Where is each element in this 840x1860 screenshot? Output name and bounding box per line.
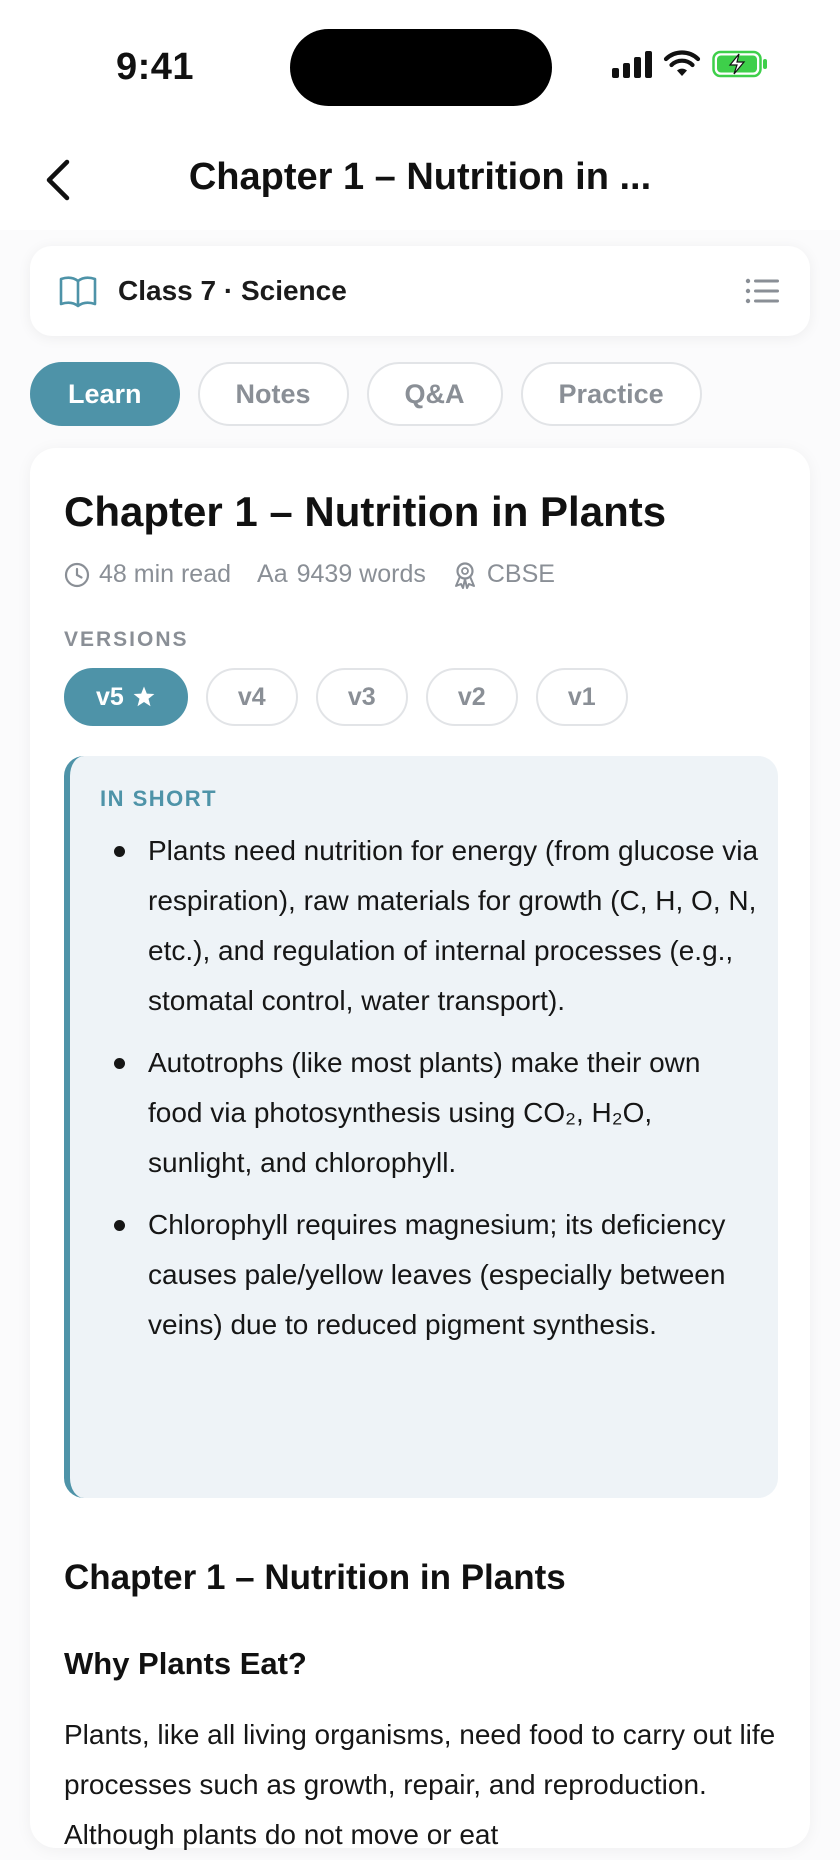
bullet-icon: [114, 846, 125, 857]
content-paragraph: Plants, like all living organisms, need food to carry out life processes such as growth, repair, and reproduction. Although plants do not move or eat: [64, 1719, 776, 1850]
version-chip-v4[interactable]: v4: [206, 668, 298, 726]
content-subheading: Why Plants Eat?: [64, 1646, 307, 1681]
content-heading: Chapter 1 – Nutrition in Plants: [64, 1558, 566, 1597]
award-icon: [452, 561, 478, 589]
clock-icon: [64, 562, 90, 588]
summary-point-text: Autotrophs (like most plants) make their own food via photosynthesis using CO₂, H₂O, sunlight, and chlorophyll.: [148, 1047, 701, 1178]
cellular-signal-icon: [612, 50, 652, 78]
table-of-contents-button[interactable]: [742, 271, 782, 311]
summary-point-text: Plants need nutrition for energy (from glucose via respiration), raw materials for growth (C, H, O, N, etc.), and regulation of internal processes (e.g., stomatal control, water transport).: [148, 835, 759, 1016]
nav-header: [0, 130, 840, 230]
versions-label: VERSIONS: [64, 628, 189, 651]
battery-charging-icon: [712, 50, 768, 78]
board: [452, 560, 555, 589]
dynamic-island: [290, 29, 552, 106]
summary-list: [100, 826, 760, 1362]
tab-learn[interactable]: Learn: [30, 362, 180, 426]
text-size-icon: Aa: [257, 560, 288, 588]
read-time-label: 48 min read: [99, 560, 232, 588]
bullet-icon: [114, 1058, 125, 1069]
tab-practice[interactable]: Practice: [521, 362, 702, 426]
chapter-card: [30, 448, 810, 1848]
status-time: 9:41: [116, 46, 195, 88]
word-count: [257, 560, 426, 589]
summary-point-text: Chlorophyll requires magnesium; its deficiency causes pale/yellow leaves (especially between veins) due to reduced pigment synthesis.: [148, 1209, 726, 1340]
chapter-title: Chapter 1 – Nutrition in Plants: [64, 488, 667, 535]
list-icon: [745, 278, 779, 304]
tab-qa[interactable]: Q&A: [367, 362, 503, 426]
summary-point: [100, 1038, 760, 1188]
version-label: v5: [96, 682, 124, 711]
bullet-icon: [114, 1220, 125, 1231]
class-subject-card: [30, 246, 810, 336]
version-chip-v1[interactable]: v1: [536, 668, 628, 726]
word-count-label: 9439 words: [296, 560, 426, 588]
tab-notes[interactable]: Notes: [198, 362, 349, 426]
wifi-icon: [664, 50, 700, 78]
page-title: Chapter 1 – Nutrition in ...: [188, 156, 652, 198]
in-short-summary: [64, 756, 778, 1498]
version-chip-v3[interactable]: v3: [316, 668, 408, 726]
star-icon: [132, 685, 156, 709]
board-label: CBSE: [486, 560, 555, 588]
status-icons: [612, 50, 768, 78]
book-icon: [58, 271, 98, 311]
read-time: [64, 560, 231, 589]
summary-label: IN SHORT: [100, 786, 218, 811]
status-bar: [0, 0, 840, 130]
chevron-left-icon: [43, 158, 73, 202]
version-chip-v5[interactable]: [64, 668, 188, 726]
version-chip-v2[interactable]: v2: [426, 668, 518, 726]
chapter-meta: [64, 560, 555, 589]
section-tabs: [30, 362, 702, 426]
summary-point: [100, 826, 760, 1026]
back-button[interactable]: [30, 152, 86, 208]
summary-point: [100, 1200, 760, 1350]
version-selector: [64, 668, 628, 726]
class-subject-label: Class 7 · Science: [118, 275, 347, 306]
